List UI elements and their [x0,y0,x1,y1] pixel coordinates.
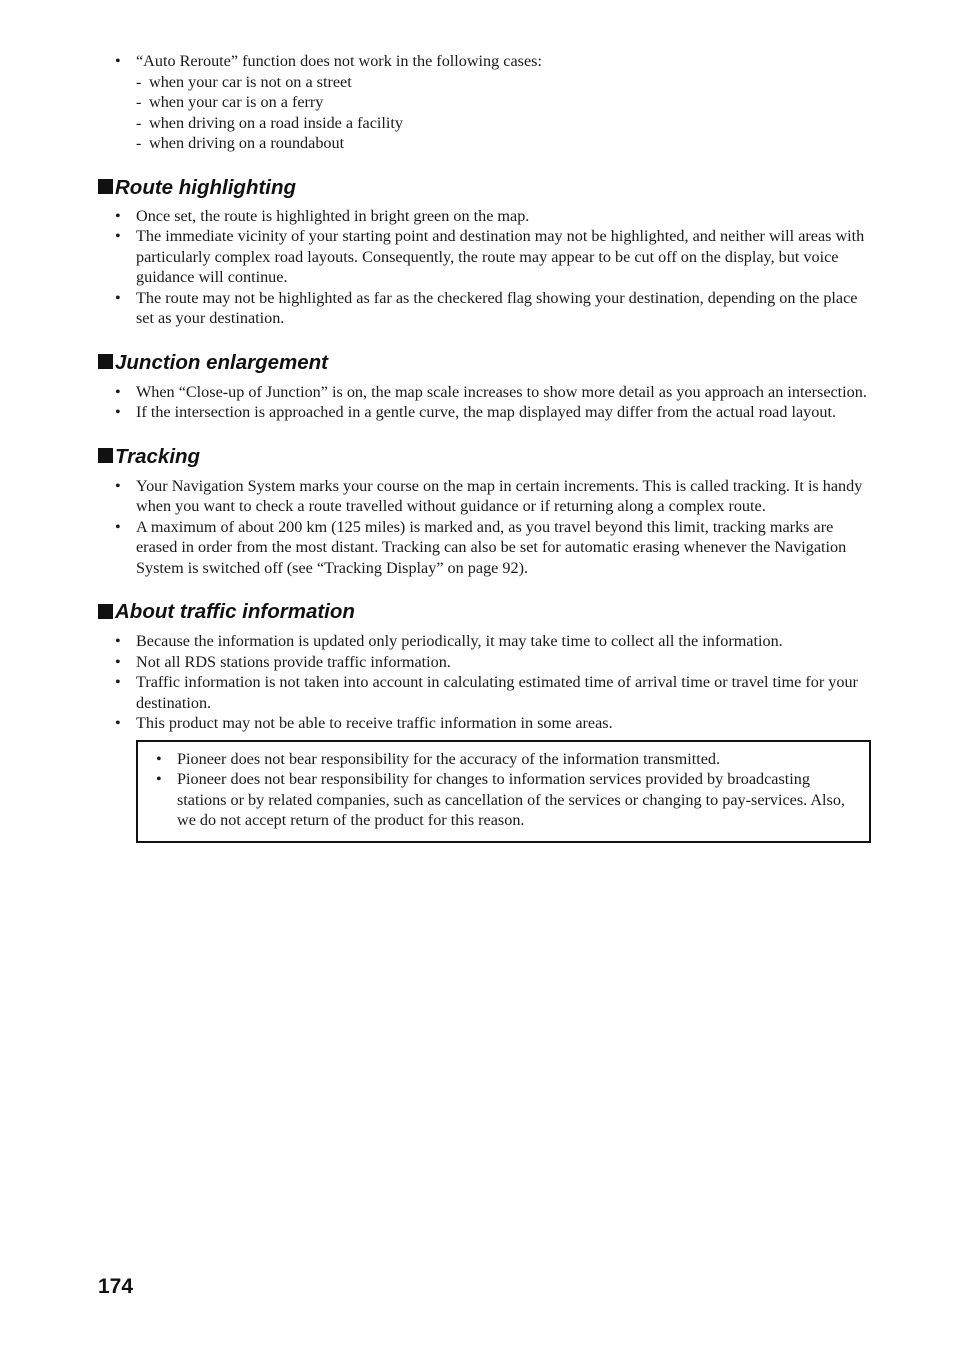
list-item: • “Auto Reroute” function does not work in the following cases: [115,52,542,70]
traffic-information-list [115,631,872,734]
list-item: - when driving on a road inside a facility [136,113,403,132]
section-heading-route-highlighting: Route highlighting [98,176,872,200]
auto-reroute-cases [115,72,872,154]
section-heading-traffic-information: About traffic information [98,600,872,624]
square-bullet-icon [98,354,113,369]
list-item: • Pioneer does not bear responsibility for changes to information services provided by broadcasting stations or by related companies, such as cancellation of the services or changing to pay-services. Also, we do not accept return of the product for this reason. [156,770,845,829]
square-bullet-icon [98,604,113,619]
junction-enlargement-list [115,382,872,423]
square-bullet-icon [98,179,113,194]
disclaimer-list [156,749,861,831]
section-heading-junction-enlargement: Junction enlargement [98,351,872,375]
section-heading-tracking: Tracking [98,445,872,469]
list-item: • The route may not be highlighted as far as the checkered flag showing your destination, depending on the place set as your destination. [115,288,858,327]
page-number: 174 [98,1275,134,1298]
tracking-list [115,476,872,579]
list-item: • This product may not be able to receive traffic information in some areas. [115,714,613,732]
list-item: • The immediate vicinity of your starting point and destination may not be highlighted, and neither will areas with particularly complex road layouts. Consequently, the route may appear to be cut off on the display, but voice guidance will continue. [115,227,865,286]
disclaimer-box [136,740,871,843]
list-item: • If the intersection is approached in a gentle curve, the map displayed may differ from the actual road layout. [115,403,836,421]
list-item: - when driving on a roundabout [136,134,345,152]
auto-reroute-list [115,51,872,72]
list-item: • Not all RDS stations provide traffic information. [115,652,451,671]
list-item: • Traffic information is not taken into account in calculating estimated time of arrival time or travel time for your destination. [115,673,858,712]
list-item: - when your car is on a ferry [136,93,324,111]
route-highlighting-list [115,206,872,329]
list-item: • When “Close-up of Junction” is on, the map scale increases to show more detail as you approach an intersection. [115,382,867,401]
list-item: • Because the information is updated only periodically, it may take time to collect all the information. [115,632,783,650]
list-item: • Pioneer does not bear responsibility for the accuracy of the information transmitted. [156,749,721,768]
square-bullet-icon [98,448,113,463]
list-item: • Your Navigation System marks your course on the map in certain increments. This is called tracking. It is handy when you want to check a route travelled without guidance or if returning along a complex route. [115,476,863,515]
list-item: - when your car is not on a street [136,72,352,91]
page-content [115,51,872,843]
list-item: • A maximum of about 200 km (125 miles) is marked and, as you travel beyond this limit, tracking marks are erased in order from the most distant. Tracking can also be set for automatic erasing whenever the Navigation System is switched off (see “Tracking Display” on page 92). [115,517,847,577]
list-item: • Once set, the route is highlighted in bright green on the map. [115,206,530,225]
